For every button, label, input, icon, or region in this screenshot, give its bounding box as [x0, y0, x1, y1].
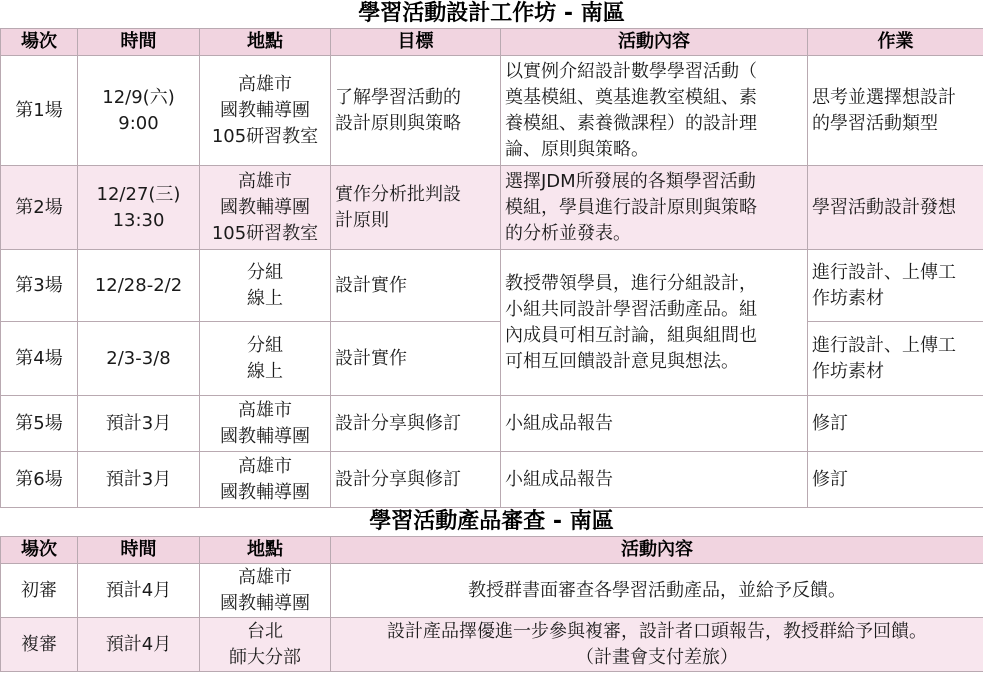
- place-cell: 分組 線上: [200, 322, 331, 396]
- goal-cell: 實作分析批判設 計原則: [331, 166, 501, 250]
- place-cell: 高雄市 國教輔導團: [200, 452, 331, 508]
- place-cell: 高雄市 國教輔導團 105研習教室: [200, 166, 331, 250]
- place-cell: 分組 線上: [200, 250, 331, 322]
- time-cell: 預計3月: [78, 396, 200, 452]
- homework-cell: 思考並選擇想設計 的學習活動類型: [808, 56, 983, 166]
- session-cell: 第3場: [1, 250, 78, 322]
- session-cell: 第4場: [1, 322, 78, 396]
- section2-title: 學習活動產品審查 - 南區: [369, 509, 614, 534]
- session-cell: 第1場: [1, 56, 78, 166]
- place-cell: 台北 師大分部: [200, 618, 331, 672]
- time-cell: 2/3-3/8: [78, 322, 200, 396]
- place-cell: 高雄市 國教輔導團: [200, 564, 331, 618]
- header-content: 活動內容: [331, 537, 983, 564]
- table-row: [1, 166, 983, 250]
- goal-cell: 設計實作: [331, 322, 501, 396]
- header-place: 地點: [200, 29, 331, 56]
- header-time: 時間: [78, 29, 200, 56]
- session-cell: 第6場: [1, 452, 78, 508]
- header-session: 場次: [1, 537, 78, 564]
- table-row: [1, 618, 983, 672]
- merged-content-cell: 教授帶領學員，進行分組設計， 小組共同設計學習活動產品。組 內成員可相互討論，組與組間也 可相互回饋設計意見與想法。: [501, 250, 808, 396]
- session-cell: 初審: [1, 564, 78, 618]
- homework-cell: 修訂: [808, 396, 983, 452]
- table-header-row: [1, 29, 983, 56]
- content-cell: 教授群書面審查各學習活動產品，並給予反饋。: [331, 564, 983, 618]
- homework-cell: 修訂: [808, 452, 983, 508]
- session-cell: 複審: [1, 618, 78, 672]
- table-row: [1, 452, 983, 508]
- header-place: 地點: [200, 537, 331, 564]
- header-goal: 目標: [331, 29, 501, 56]
- homework-cell: 進行設計、上傳工 作坊素材: [808, 322, 983, 396]
- place-cell: 高雄市 國教輔導團 105研習教室: [200, 56, 331, 166]
- table-row: [1, 396, 983, 452]
- content-cell: 小組成品報告: [501, 396, 808, 452]
- content-cell: 以實例介紹設計數學學習活動（ 奠基模組、奠基進教室模組、素 養模組、素養微課程）的設計理 論、原則與策略。: [501, 56, 808, 166]
- table-row: [1, 564, 983, 618]
- table-row: [1, 250, 983, 322]
- goal-cell: 設計分享與修訂: [331, 452, 501, 508]
- place-cell: 高雄市 國教輔導團: [200, 396, 331, 452]
- time-cell: 12/9(六) 9:00: [78, 56, 200, 166]
- goal-cell: 了解學習活動的 設計原則與策略: [331, 56, 501, 166]
- table-row: [1, 322, 983, 396]
- section1-title: 學習活動設計工作坊 - 南區: [358, 1, 625, 26]
- content-cell: 選擇JDM所發展的各類學習活動 模組，學員進行設計原則與策略 的分析並發表。: [501, 166, 808, 250]
- time-cell: 預計4月: [78, 564, 200, 618]
- header-time: 時間: [78, 537, 200, 564]
- time-cell: 12/27(三) 13:30: [78, 166, 200, 250]
- review-schedule-table: [0, 536, 983, 672]
- homework-cell: 進行設計、上傳工 作坊素材: [808, 250, 983, 322]
- session-cell: 第5場: [1, 396, 78, 452]
- homework-cell: 學習活動設計發想: [808, 166, 983, 250]
- header-content: 活動內容: [501, 29, 808, 56]
- goal-cell: 設計實作: [331, 250, 501, 322]
- header-session: 場次: [1, 29, 78, 56]
- table-row: [1, 56, 983, 166]
- time-cell: 預計4月: [78, 618, 200, 672]
- table-header-row: [1, 537, 983, 564]
- header-homework: 作業: [808, 29, 983, 56]
- time-cell: 預計3月: [78, 452, 200, 508]
- time-cell: 12/28-2/2: [78, 250, 200, 322]
- session-cell: 第2場: [1, 166, 78, 250]
- content-cell: 設計產品擇優進一步參與複審，設計者口頭報告，教授群給予回饋。 （計畫會支付差旅）: [331, 618, 983, 672]
- goal-cell: 設計分享與修訂: [331, 396, 501, 452]
- content-cell: 小組成品報告: [501, 452, 808, 508]
- workshop-schedule-table: [0, 28, 983, 508]
